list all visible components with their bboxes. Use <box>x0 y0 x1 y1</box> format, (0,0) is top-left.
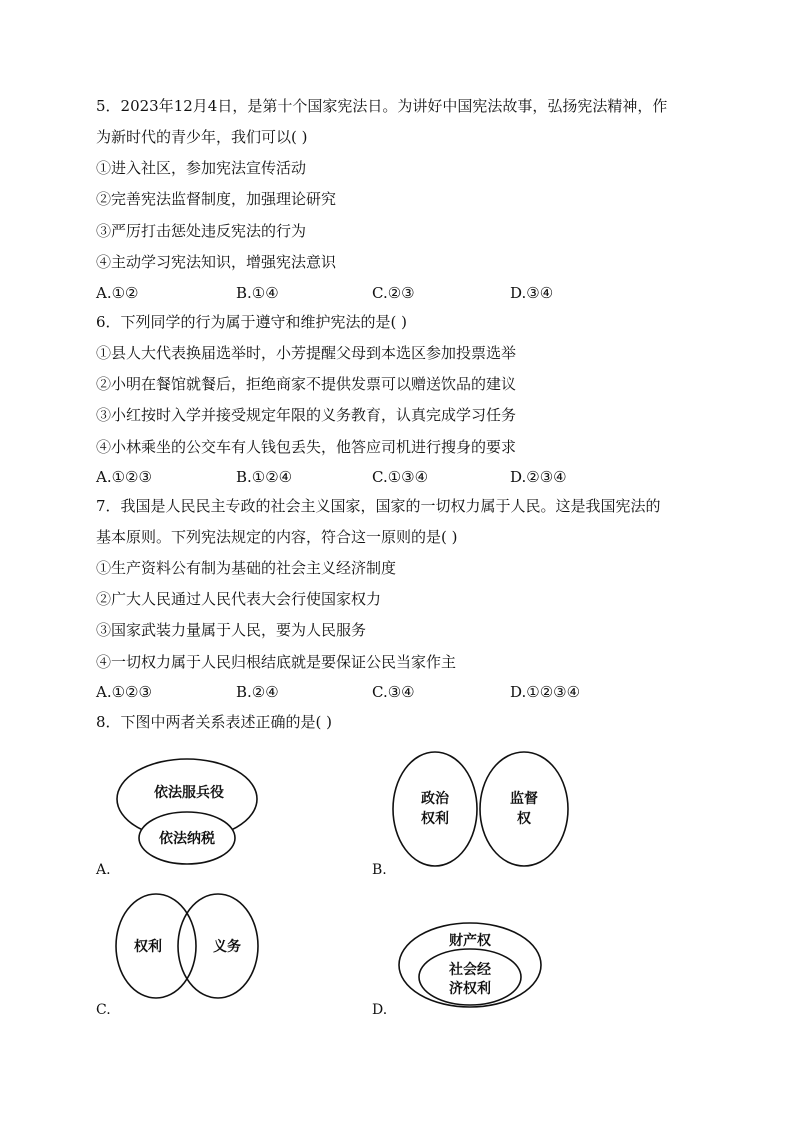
q7-item-3: ③国家武装力量属于人民，要为人民服务 <box>96 621 367 639</box>
q7-option-a[interactable]: A.①②③ <box>96 683 152 701</box>
q8-stem-line-1: 8．下图中两者关系表述正确的是( ) <box>96 713 333 731</box>
diagram-d-inner-label-1: 社会经 <box>449 962 491 978</box>
diagram-b-right-ellipse <box>480 752 568 866</box>
q7-item-2: ②广大人民通过人民代表大会行使国家权力 <box>96 590 382 608</box>
diagram-d-inner-label-2: 济权利 <box>449 981 491 997</box>
q7-item-4: ④一切权力属于人民归根结底就是要保证公民当家作主 <box>96 653 457 671</box>
diagram-b-option-label[interactable]: B. <box>372 862 387 878</box>
diagram-a-inner-label: 依法纳税 <box>159 831 215 847</box>
q6-option-d[interactable]: D.②③④ <box>510 468 567 486</box>
diagram-a-option-label[interactable]: A. <box>96 862 111 878</box>
diagram-c-option-label[interactable]: C. <box>96 1002 111 1018</box>
q6-option-c[interactable]: C.①③④ <box>372 468 429 486</box>
diagram-b-left-ellipse <box>393 752 477 866</box>
q7-option-d[interactable]: D.①②③④ <box>510 683 581 701</box>
diagram-c-right-label: 义务 <box>213 939 241 955</box>
q6-item-3: ③小红按时入学并接受规定年限的义务教育，认真完成学习任务 <box>96 406 517 424</box>
q7-stem-line-2: 基本原则。下列宪法规定的内容，符合这一原则的是( ) <box>96 528 458 546</box>
q7-item-1: ①生产资料公有制为基础的社会主义经济制度 <box>96 559 397 577</box>
q5-item-2: ②完善宪法监督制度，加强理论研究 <box>96 190 337 208</box>
q7-stem-line-1: 7．我国是人民民主专政的社会主义国家，国家的一切权力属于人民。这是我国宪法的 <box>96 497 661 515</box>
q6-stem-line-1: 6．下列同学的行为属于遵守和维护宪法的是( ) <box>96 313 408 331</box>
q6-item-1: ①县人大代表换届选举时，小芳提醒父母到本选区参加投票选举 <box>96 344 517 362</box>
q5-option-b[interactable]: B.①④ <box>236 284 279 302</box>
diagram-d-outer-label: 财产权 <box>449 933 491 949</box>
q5-option-c[interactable]: C.②③ <box>372 284 415 302</box>
q5-stem-line-2: 为新时代的青少年，我们可以( ) <box>96 128 308 146</box>
diagram-b-left-label-2: 权利 <box>421 811 449 827</box>
q5-option-a[interactable]: A.①② <box>96 284 139 302</box>
diagram-b-right-label-2: 权 <box>517 811 531 827</box>
diagram-c <box>116 894 258 998</box>
diagram-b <box>393 752 568 866</box>
q7-option-b[interactable]: B.②④ <box>236 683 279 701</box>
diagram-a-outer-label: 依法服兵役 <box>154 785 224 801</box>
q7-option-c[interactable]: C.③④ <box>372 683 415 701</box>
q5-stem-line-1: 5．2023年12月4日，是第十个国家宪法日。为讲好中国宪法故事，弘扬宪法精神，作 <box>96 97 668 115</box>
diagram-b-right-label-1: 监督 <box>510 791 538 807</box>
diagram-a <box>117 759 257 864</box>
diagram-d-option-label[interactable]: D. <box>372 1002 388 1018</box>
q5-item-1: ①进入社区，参加宪法宣传活动 <box>96 159 307 177</box>
q5-option-d[interactable]: D.③④ <box>510 284 554 302</box>
q6-option-b[interactable]: B.①②④ <box>236 468 293 486</box>
q6-option-a[interactable]: A.①②③ <box>96 468 152 486</box>
q5-item-4: ④主动学习宪法知识，增强宪法意识 <box>96 253 337 271</box>
diagram-d <box>399 923 541 1007</box>
q5-item-3: ③严厉打击惩处违反宪法的行为 <box>96 222 307 240</box>
diagram-b-left-label-1: 政治 <box>421 791 449 807</box>
q6-item-2: ②小明在餐馆就餐后，拒绝商家不提供发票可以赠送饮品的建议 <box>96 375 517 393</box>
q6-item-4: ④小林乘坐的公交车有人钱包丢失，他答应司机进行搜身的要求 <box>96 438 517 456</box>
diagram-c-left-label: 权利 <box>134 939 162 955</box>
